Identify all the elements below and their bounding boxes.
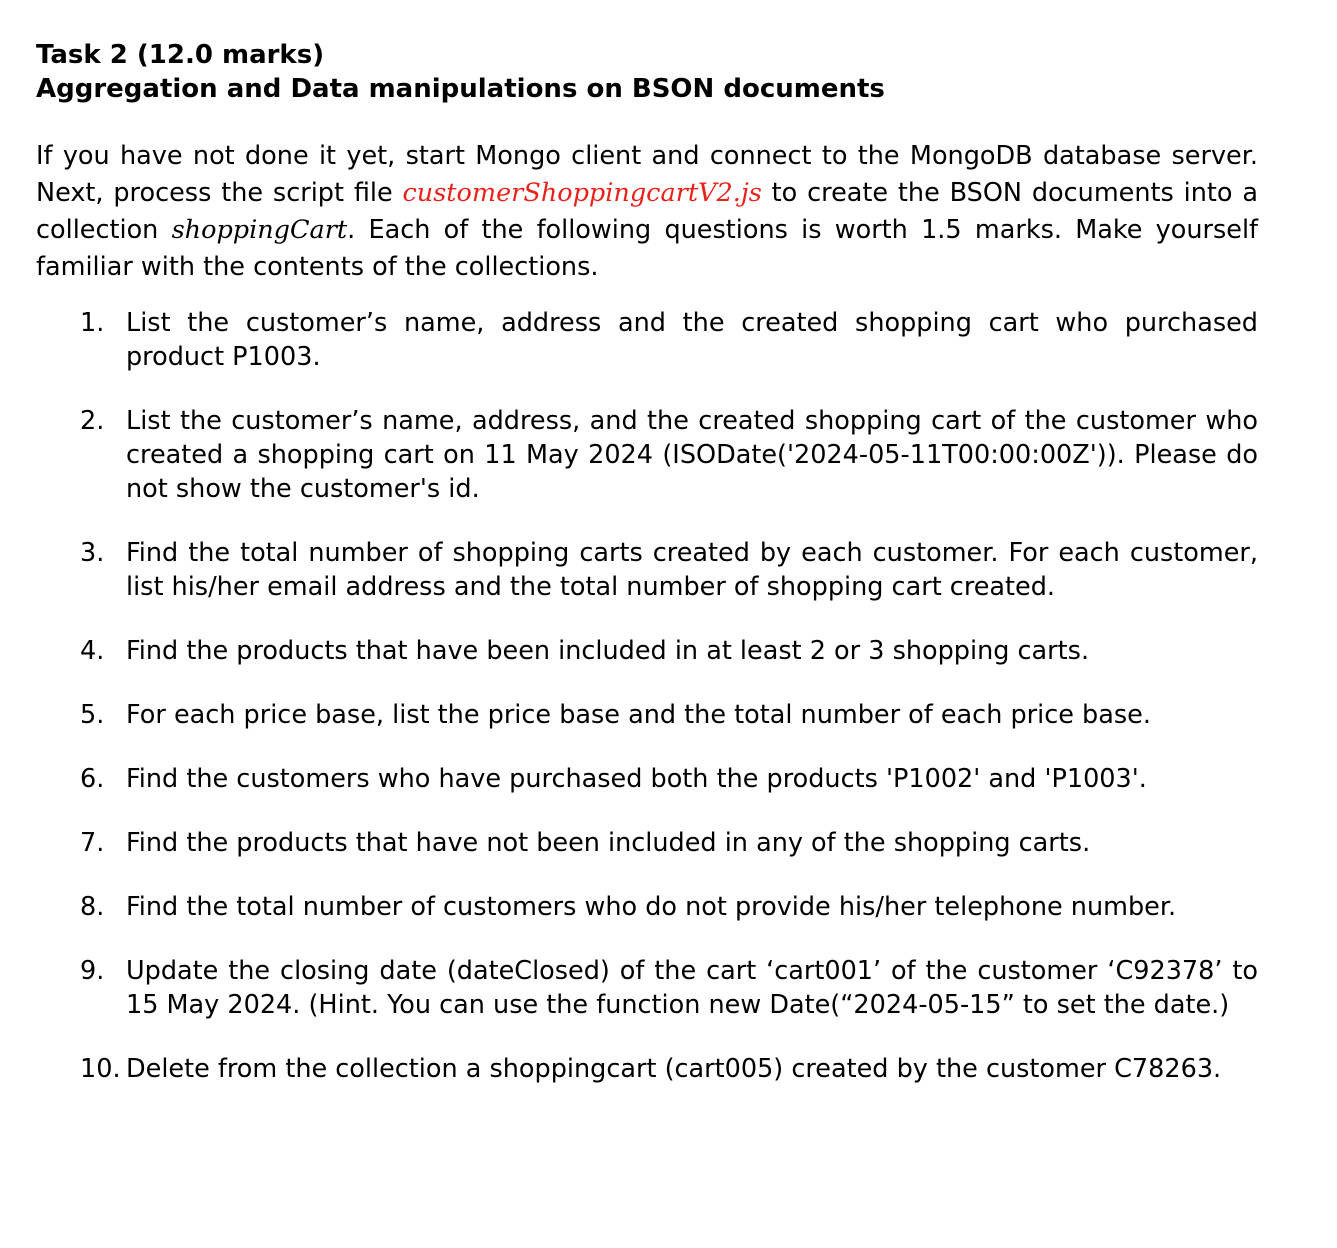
question-text: List the customer’s name, address, and the created shopping cart of the customer who created a shopping cart on 11 May 2024 (ISODate('2024-05-11T00:00:00Z')). Please do not show the customer's id. bbox=[126, 406, 1258, 504]
question-item bbox=[36, 698, 1258, 732]
question-text: List the customer’s name, address and the created shopping cart who purchased product P1003. bbox=[126, 308, 1258, 372]
question-text: Find the total number of customers who do not provide his/her telephone number. bbox=[126, 892, 1177, 922]
question-number: 5. bbox=[80, 700, 105, 730]
question-text: Delete from the collection a shoppingcart (cart005) created by the customer C78263. bbox=[126, 1054, 1222, 1084]
question-item bbox=[36, 762, 1258, 796]
question-text: For each price base, list the price base and the total number of each price base. bbox=[126, 700, 1151, 730]
task-subtitle: Aggregation and Data manipulations on BSON documents bbox=[36, 74, 885, 104]
question-number: 2. bbox=[80, 406, 105, 436]
question-item bbox=[36, 890, 1258, 924]
collection-name: shoppingCart bbox=[171, 215, 348, 245]
task-title: Task 2 (12.0 marks) bbox=[36, 40, 325, 70]
question-item bbox=[36, 404, 1258, 506]
intro-text-1: If you have not done it yet, start Mongo client and connect to the MongoDB database server. Next, process the script file bbox=[36, 141, 1258, 208]
question-number: 4. bbox=[80, 636, 105, 666]
intro-text-3: . Each of the following questions is worth 1.5 marks. Make yourself familiar with the contents of the collections. bbox=[36, 215, 1259, 282]
script-filename: customerShoppingcartV2.js bbox=[402, 178, 762, 208]
question-text: Find the products that have not been included in any of the shopping carts. bbox=[126, 828, 1091, 858]
question-number: 8. bbox=[80, 892, 105, 922]
document-page bbox=[36, 38, 1258, 1116]
question-item bbox=[36, 954, 1258, 1022]
question-text: Find the products that have been included in at least 2 or 3 shopping carts. bbox=[126, 636, 1090, 666]
question-number: 9. bbox=[80, 956, 105, 986]
question-number: 3. bbox=[80, 538, 105, 568]
question-text: Find the total number of shopping carts created by each customer. For each customer, list his/her email address and the total number of shopping cart created. bbox=[126, 538, 1258, 602]
question-number: 6. bbox=[80, 764, 105, 794]
question-number: 10. bbox=[80, 1054, 121, 1084]
question-item bbox=[36, 826, 1258, 860]
question-list bbox=[36, 306, 1258, 1086]
question-number: 7. bbox=[80, 828, 105, 858]
question-item bbox=[36, 1052, 1258, 1086]
question-number: 1. bbox=[80, 308, 105, 338]
intro-paragraph bbox=[36, 138, 1258, 286]
question-item bbox=[36, 634, 1258, 668]
question-text: Update the closing date (dateClosed) of the cart ‘cart001’ of the customer ‘C92378’ to 15 May 2024. (Hint. You can use the function new Date(“2024-05-15” to set the date.) bbox=[126, 956, 1258, 1020]
question-item bbox=[36, 536, 1258, 604]
intro-text-2: to create the BSON documents into a collection bbox=[36, 178, 1258, 245]
question-text: Find the customers who have purchased both the products 'P1002' and 'P1003'. bbox=[126, 764, 1147, 794]
question-item bbox=[36, 306, 1258, 374]
